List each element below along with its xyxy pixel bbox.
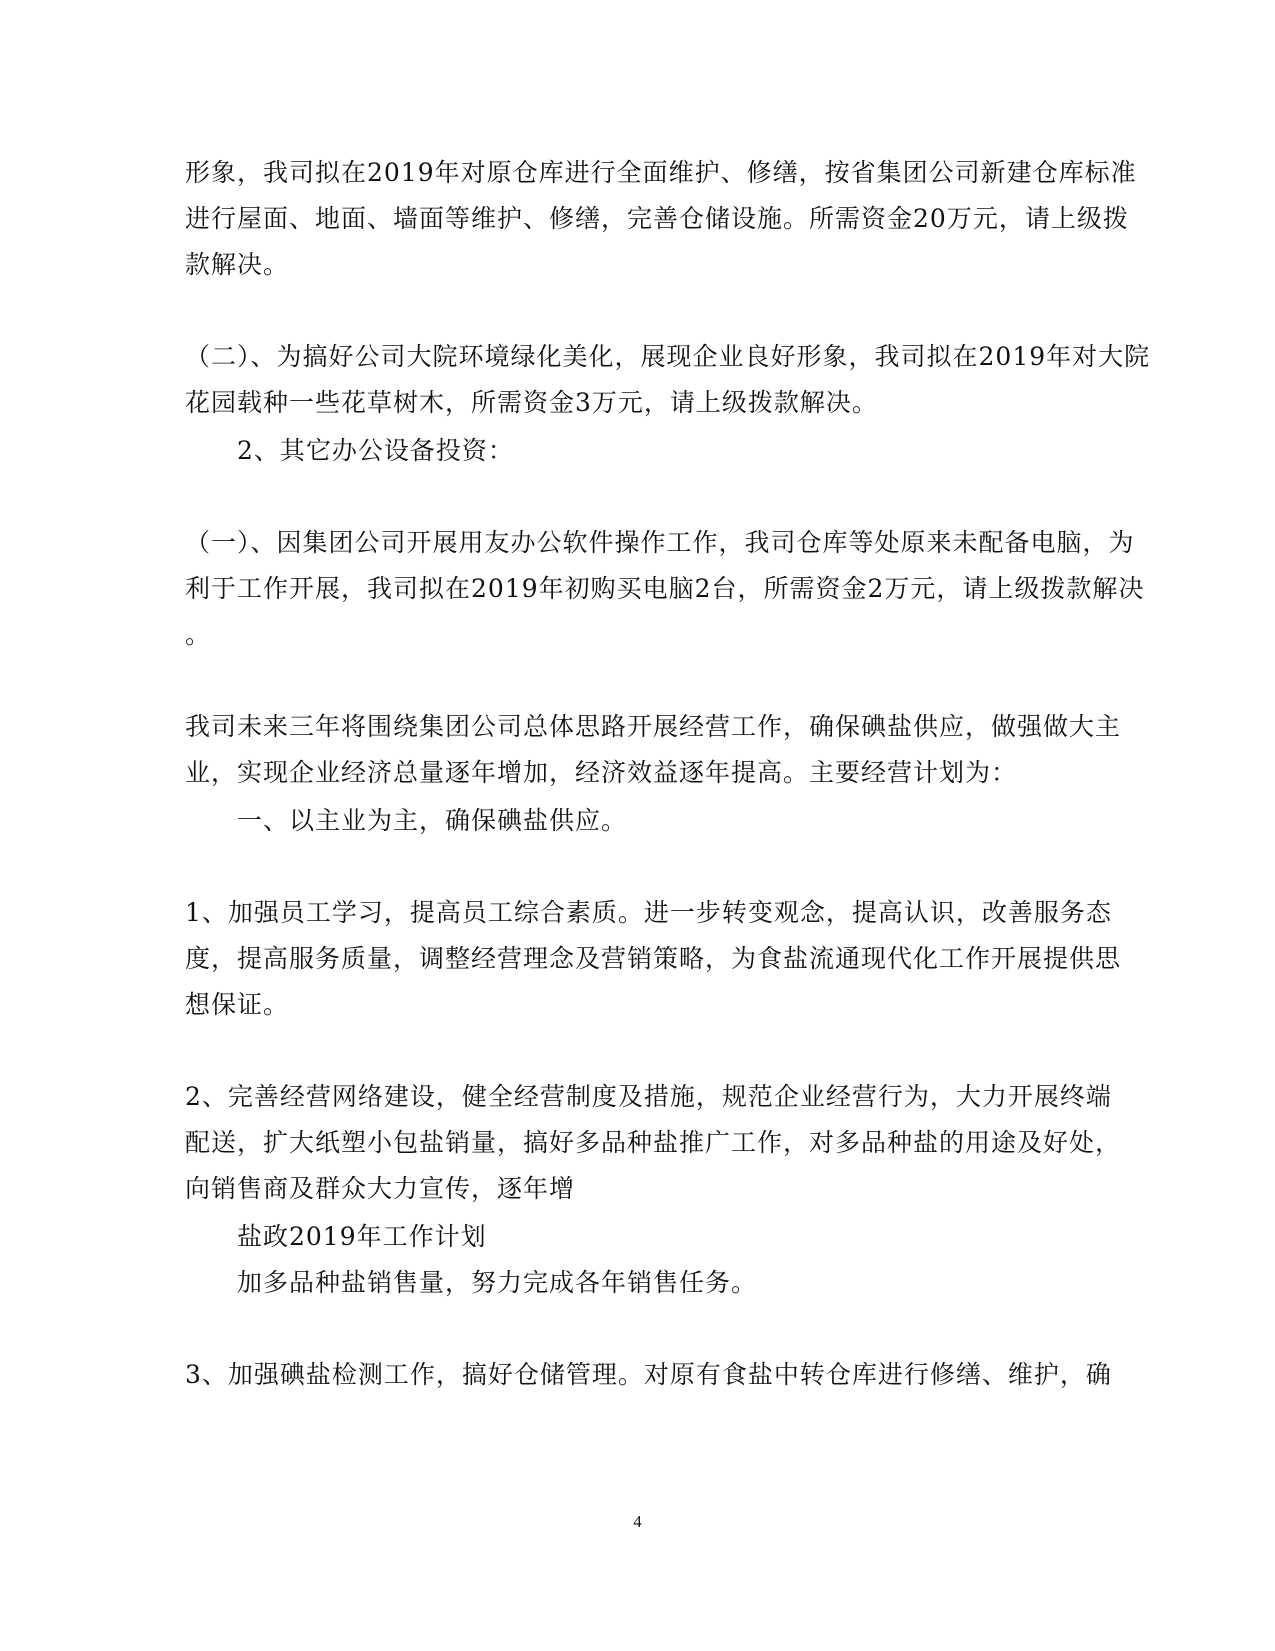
running-title-line: 盐政2019年工作计划	[237, 1222, 487, 1251]
body-text-line: 2、完善经营网络建设，健全经营制度及措施，规范企业经营行为，大力开展终端	[185, 1082, 1112, 1111]
subheading-line: 一、以主业为主，确保碘盐供应。	[237, 806, 628, 835]
body-text-line: （一）、因集团公司开展用友办公软件操作工作，我司仓库等处原来未配备电脑，为	[185, 528, 1135, 557]
body-text-line: 配送，扩大纸塑小包盐销量，搞好多品种盐推广工作，对多品种盐的用途及好处，	[185, 1128, 1122, 1157]
body-text-line: 进行屋面、地面、墙面等维护、修缮，完善仓储设施。所需资金20万元，请上级拨	[185, 204, 1129, 233]
body-text-line: （二）、为搞好公司大院环境绿化美化，展现企业良好形象，我司拟在2019年对大院	[185, 342, 1151, 371]
body-text-line: 向销售商及群众大力宣传，逐年增	[185, 1174, 576, 1203]
body-text-line: 款解决。	[185, 250, 290, 279]
body-text-line: 业，实现企业经济总量逐年增加，经济效益逐年提高。主要经营计划为：	[185, 758, 1018, 787]
body-text-line: 形象，我司拟在2019年对原仓库进行全面维护、修缮，按省集团公司新建仓库标准	[185, 158, 1137, 187]
body-text-line: 3、加强碘盐检测工作，搞好仓储管理。对原有食盐中转仓库进行修缮、维护，确	[185, 1360, 1112, 1389]
body-text-line: 加多品种盐销售量，努力完成各年销售任务。	[237, 1268, 758, 1297]
body-text-line: 。	[185, 620, 212, 649]
body-text-line: 我司未来三年将围绕集团公司总体思路开展经营工作，确保碘盐供应，做强做大主	[185, 712, 1122, 741]
body-text-line: 利于工作开展，我司拟在2019年初购买电脑2台，所需资金2万元，请上级拨款解决	[185, 574, 1145, 603]
subheading-line: 2、其它办公设备投资：	[237, 436, 514, 465]
body-text-line: 1、加强员工学习，提高员工综合素质。进一步转变观念，提高认识，改善服务态	[185, 898, 1112, 927]
body-text-line: 度，提高服务质量，调整经营理念及营销策略，为食盐流通现代化工作开展提供思	[185, 944, 1122, 973]
page-number: 4	[633, 1512, 642, 1531]
body-text-line: 想保证。	[185, 990, 290, 1019]
body-text-line: 花园载种一些花草树木，所需资金3万元，请上级拨款解决。	[185, 388, 878, 417]
